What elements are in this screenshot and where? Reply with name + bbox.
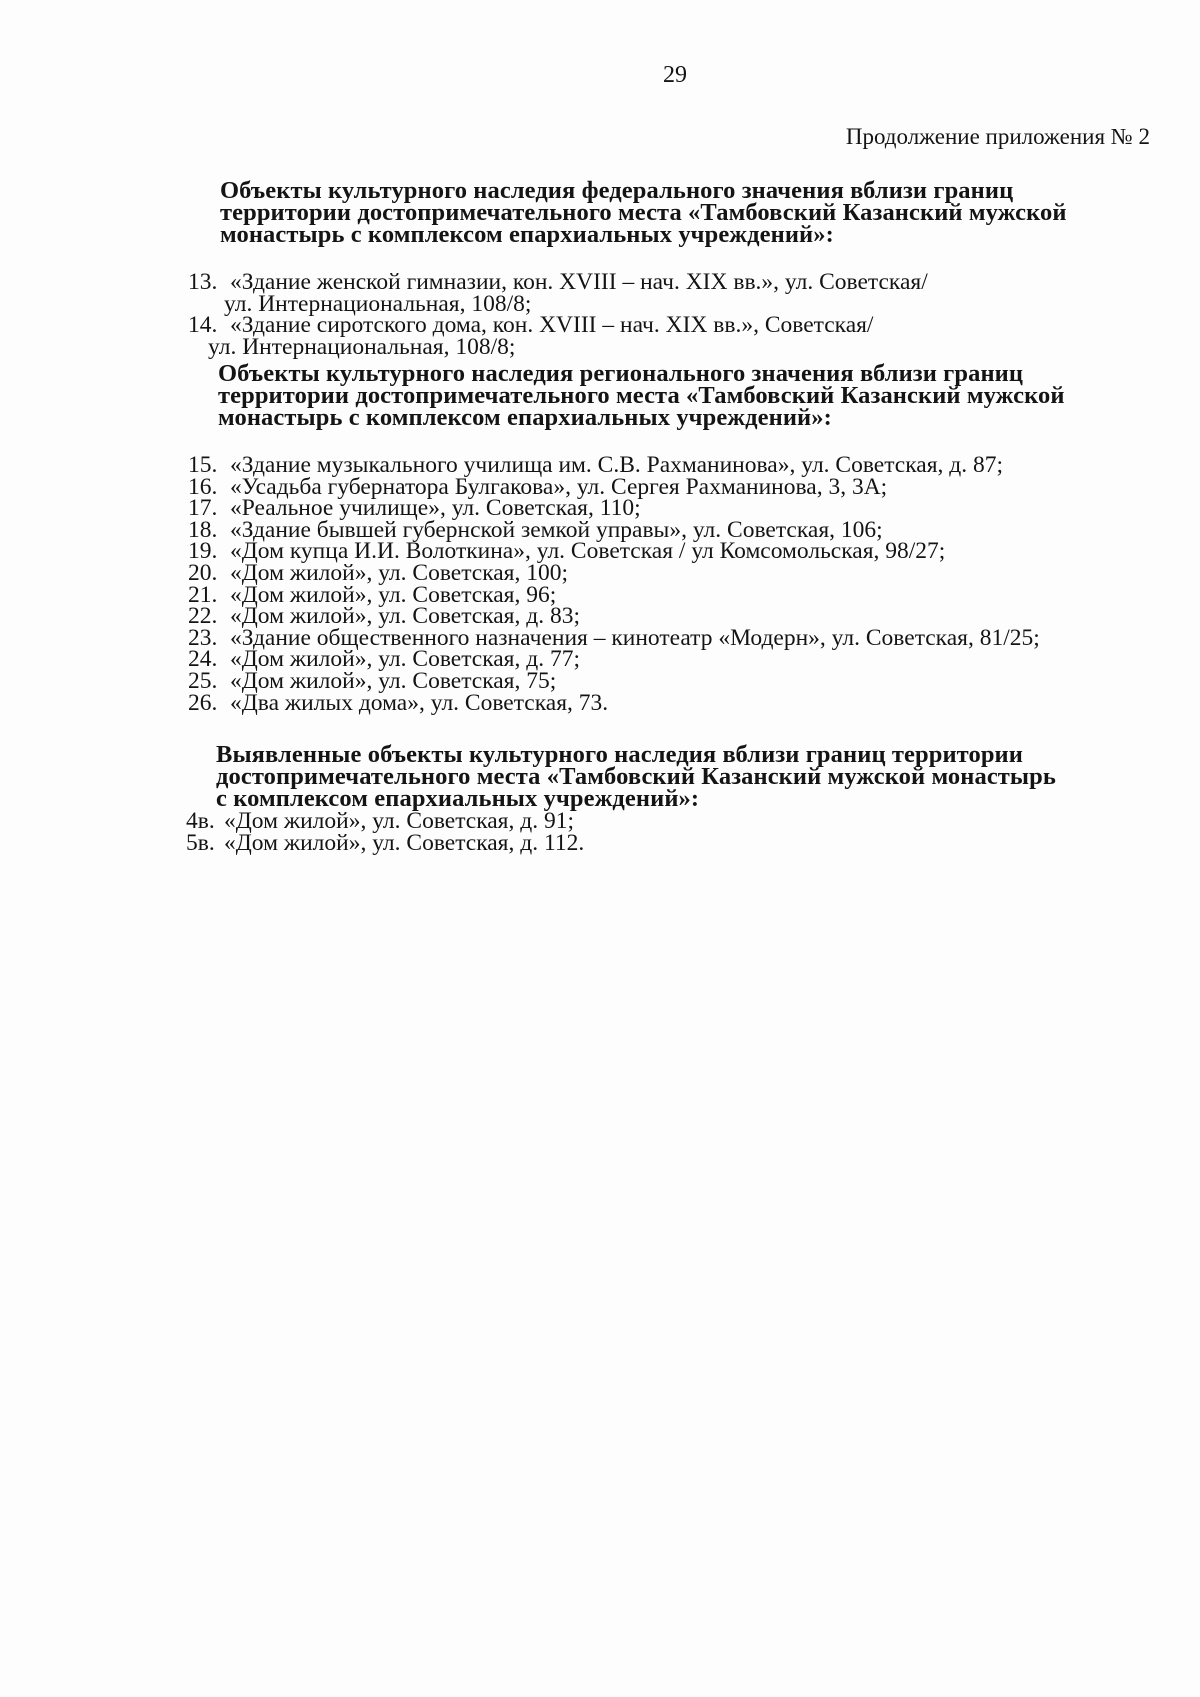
item-number: 21.: [188, 581, 218, 608]
item-number: 17.: [188, 495, 218, 522]
list-item: [186, 829, 585, 856]
section-heading-federal: [220, 177, 1160, 248]
item-text: «Здание бывшей губернской земкой управы», ул. Советская, 106;: [230, 516, 883, 543]
item-text: «Дом купца И.И. Волоткина», ул. Советская / ул Комсомольская, 98/27;: [230, 538, 946, 565]
item-text: «Усадьба губернатора Булгакова», ул. Сергея Рахманинова, 3, 3А;: [230, 473, 888, 500]
item-text: «Дом жилой», ул. Советская, 100;: [230, 559, 569, 586]
identified-objects-list: [186, 808, 585, 856]
item-text: [224, 269, 928, 317]
regional-objects-list: [188, 452, 1040, 716]
item-text: «Дом жилой», ул. Советская, 75;: [230, 667, 557, 694]
section-heading-identified: [216, 741, 1156, 812]
item-text: «Реальное училище», ул. Советская, 110;: [230, 495, 641, 522]
item-number: 4в.: [186, 808, 215, 834]
item-text-line: ул. Интернациональная, 108/8;: [208, 333, 516, 360]
item-number: 23.: [188, 624, 218, 651]
heading-line: Объекты культурного наследия федерального значения вблизи границ: [220, 177, 1014, 204]
item-text: «Дом жилой», ул. Советская, д. 112.: [224, 829, 585, 856]
item-text-line: ул. Интернациональная, 108/8;: [224, 290, 532, 317]
item-text: «Дом жилой», ул. Советская, д. 77;: [230, 646, 580, 673]
item-text: «Два жилых дома», ул. Советская, 73.: [230, 689, 609, 716]
item-number: 16.: [188, 473, 218, 500]
item-text: «Здание музыкального училища им. С.В. Рахманинова», ул. Советская, д. 87;: [230, 452, 1004, 478]
item-number: 13.: [188, 269, 218, 295]
item-number: 24.: [188, 646, 218, 673]
item-text-line: «Здание женской гимназии, кон. XVIII – нач. XIX вв.», ул. Советская/: [230, 269, 928, 295]
item-number: 19.: [188, 538, 218, 565]
heading-line: монастырь с комплексом епархиальных учреждений»:: [218, 404, 832, 431]
list-item: [188, 312, 928, 360]
heading-line: территории достопримечательного места «Тамбовский Казанский мужской: [218, 382, 1065, 409]
item-number: 18.: [188, 516, 218, 543]
item-text-line: «Здание сиротского дома, кон. XVIII – нач. XIX вв.», Советская/: [230, 312, 874, 339]
item-number: 25.: [188, 667, 218, 694]
item-number: 20.: [188, 559, 218, 586]
list-item: [188, 689, 1040, 716]
section-heading-regional: [218, 360, 1158, 431]
item-number: 5в.: [186, 829, 215, 856]
heading-line: территории достопримечательного места «Тамбовский Казанский мужской: [220, 199, 1067, 226]
item-text: [208, 312, 874, 360]
heading-line: монастырь с комплексом епархиальных учреждений»:: [220, 221, 834, 248]
list-item: [188, 269, 928, 317]
heading-line: Выявленные объекты культурного наследия вблизи границ территории: [216, 741, 1023, 768]
appendix-note: Продолжение приложения № 2: [845, 124, 1150, 149]
item-text: «Дом жилой», ул. Советская, 96;: [230, 581, 557, 608]
item-text: «Дом жилой», ул. Советская, д. 83;: [230, 603, 580, 630]
item-number: 22.: [188, 603, 218, 630]
item-number: 26.: [188, 689, 218, 716]
item-number: 15.: [188, 452, 218, 478]
heading-line: Объекты культурного наследия регионального значения вблизи границ: [218, 360, 1024, 387]
item-text: «Здание общественного назначения – кинотеатр «Модерн», ул. Советская, 81/25;: [230, 624, 1040, 651]
federal-objects-list: [188, 269, 928, 360]
page-number: 29: [663, 62, 687, 88]
item-text: «Дом жилой», ул. Советская, д. 91;: [224, 808, 574, 834]
item-number: 14.: [188, 312, 218, 339]
heading-line: достопримечательного места «Тамбовский Казанский мужской монастырь: [216, 763, 1056, 790]
heading-line: с комплексом епархиальных учреждений»:: [216, 785, 700, 812]
